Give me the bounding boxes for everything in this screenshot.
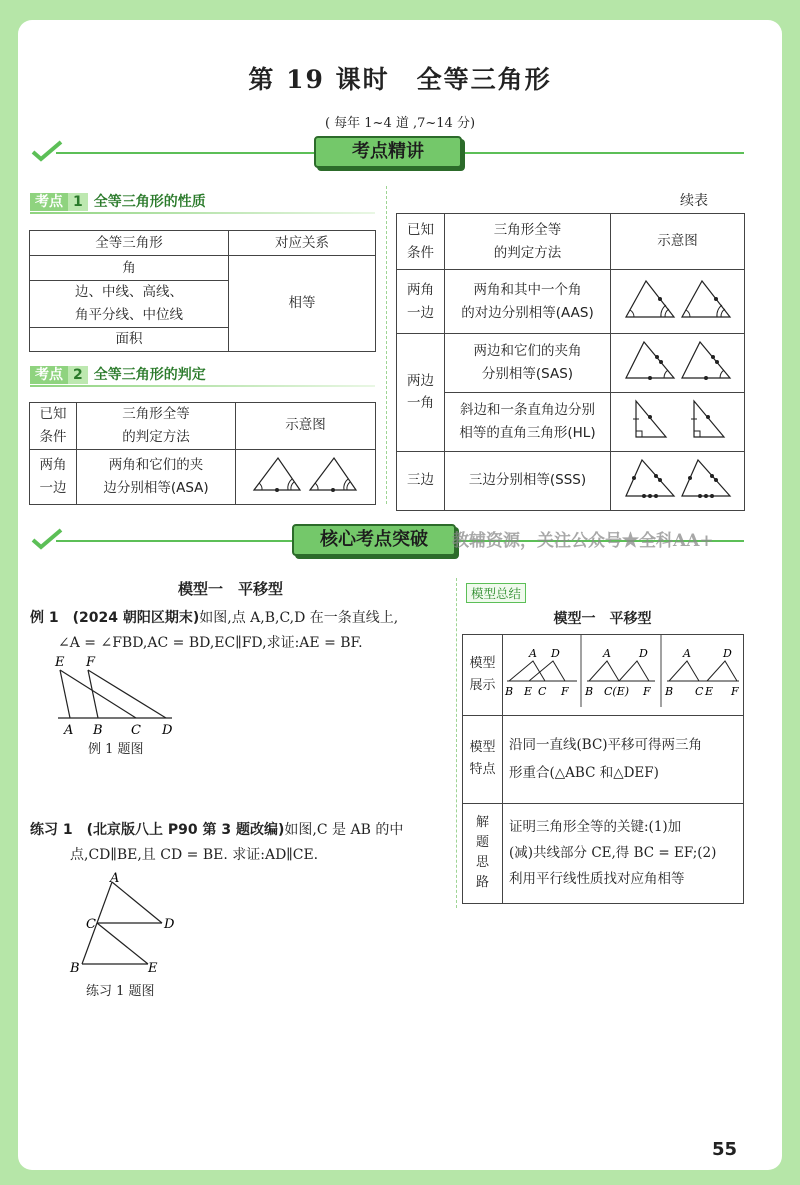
column-divider bbox=[456, 578, 457, 908]
asa-diagram-cell bbox=[236, 449, 376, 504]
cell-line: 一边 bbox=[407, 304, 434, 321]
cell-line: 条件 bbox=[39, 428, 67, 445]
summary-row-label bbox=[463, 715, 503, 803]
point-label: B bbox=[585, 685, 594, 698]
cell-line: 三角形全等 bbox=[493, 221, 562, 238]
cell-line: 解 bbox=[475, 815, 489, 831]
cell-line: 形重合(△ABC 和△DEF) bbox=[509, 765, 659, 782]
table-cell bbox=[30, 281, 229, 328]
model-display-cell bbox=[503, 635, 744, 716]
kaodian-label: 考点 bbox=[30, 193, 68, 211]
point-label: F bbox=[731, 685, 739, 698]
cell-line: 两角和它们的夹 bbox=[108, 456, 204, 473]
practice-tag: 练习 1 bbox=[30, 822, 73, 838]
table-cell: 三边分别相等(SSS) bbox=[445, 451, 611, 510]
point-label: F bbox=[86, 655, 96, 670]
table-header: 示意图 bbox=[236, 403, 376, 450]
point-label: D bbox=[723, 647, 732, 660]
table-cell bbox=[397, 334, 445, 452]
judgement-table-continued bbox=[396, 213, 745, 511]
table-continued-caption: 续表 bbox=[680, 193, 708, 209]
cell-line: 题 bbox=[475, 835, 489, 851]
point-label: E bbox=[148, 961, 158, 976]
point-label: B bbox=[70, 961, 80, 976]
kaodian-underline bbox=[30, 385, 375, 387]
table-cell bbox=[445, 270, 611, 334]
point-label: D bbox=[551, 647, 560, 660]
relation-cell: 相等 bbox=[229, 256, 376, 352]
cell-line: 思 bbox=[475, 855, 489, 871]
point-label: E bbox=[705, 685, 714, 698]
kaodian-1-tag bbox=[30, 191, 206, 211]
cell-line: 特点 bbox=[469, 762, 496, 778]
point-label: A bbox=[110, 871, 120, 886]
cell-line: 已知 bbox=[407, 221, 434, 238]
point-label: D bbox=[162, 723, 173, 738]
point-label: E bbox=[55, 655, 65, 670]
example-text: 如图,点 A,B,C,D 在一条直线上, bbox=[199, 610, 399, 626]
cell-line: 已知 bbox=[39, 406, 67, 422]
sss-diagram-cell bbox=[611, 451, 745, 510]
sas-diagram-cell bbox=[611, 334, 745, 393]
cell-line: 边、中线、高线、 bbox=[75, 284, 183, 300]
table-cell bbox=[397, 270, 445, 334]
property-table bbox=[29, 230, 376, 352]
hl-triangles-figure bbox=[618, 393, 738, 443]
cell-line: 两边 bbox=[407, 372, 434, 389]
hl-diagram-cell bbox=[611, 392, 745, 451]
check-icon bbox=[30, 526, 64, 552]
cell-line: 模型 bbox=[469, 655, 496, 671]
point-label: D bbox=[639, 647, 648, 660]
practice-text: 如图,C 是 AB 的中 bbox=[284, 822, 404, 838]
summary-row-label bbox=[463, 635, 503, 716]
point-label: C bbox=[695, 685, 704, 698]
example-text: ∠A = ∠FBD,AC = BD,EC∥FD,求证:AE = BF. bbox=[58, 635, 363, 651]
cell-line: 分别相等(SAS) bbox=[481, 365, 574, 382]
example-1 bbox=[30, 606, 450, 656]
example-1-line-1 bbox=[30, 606, 450, 631]
practice-source: (北京版八上 P90 第 3 题改编) bbox=[86, 822, 285, 838]
point-label: C(E) bbox=[604, 685, 630, 698]
table-header bbox=[445, 214, 611, 270]
table-cell bbox=[77, 449, 236, 504]
cell-line: 相等的直角三角形(HL) bbox=[459, 424, 596, 441]
watermark-text: 教辅资源，关注公众号★全科AA+ bbox=[452, 531, 714, 551]
cell-line: (减)共线部分 CE,得 BC = EF;(2) bbox=[509, 845, 717, 862]
point-label: C bbox=[86, 917, 96, 932]
cell-line: 证明三角形全等的关键:(1)加 bbox=[509, 819, 682, 836]
point-label: B bbox=[93, 723, 103, 738]
model-title: 模型一 平移型 bbox=[178, 580, 284, 598]
kaodian-2-tag bbox=[30, 364, 206, 384]
kaodian-number: 2 bbox=[68, 366, 88, 384]
model-summary-tag: 模型总结 bbox=[466, 583, 526, 603]
cell-line: 三角形全等 bbox=[122, 406, 190, 422]
table-cell: 角 bbox=[30, 256, 229, 281]
table-header: 对应关系 bbox=[229, 231, 376, 256]
cell-line: 角平分线、中位线 bbox=[75, 306, 183, 323]
table-cell bbox=[30, 449, 77, 504]
column-divider bbox=[386, 186, 387, 504]
example-source: (2024 朝阳区期末) bbox=[72, 610, 200, 626]
figure-caption: 例 1 题图 bbox=[88, 742, 144, 757]
example-tag: 例 1 bbox=[30, 610, 59, 626]
cell-line: 模型 bbox=[469, 740, 496, 756]
practice-1-figure bbox=[66, 868, 186, 980]
cell-line: 的判定方法 bbox=[122, 428, 190, 445]
point-label: E bbox=[524, 685, 533, 698]
point-label: B bbox=[665, 685, 674, 698]
practice-1 bbox=[30, 818, 450, 868]
table-header bbox=[77, 403, 236, 450]
model-feature-cell bbox=[503, 715, 744, 803]
summary-title: 模型一 平移型 bbox=[553, 611, 652, 627]
cell-line: 两边和它们的夹角 bbox=[473, 343, 582, 360]
judgement-table bbox=[29, 402, 376, 505]
figure-caption: 练习 1 题图 bbox=[86, 984, 155, 999]
table-header: 全等三角形 bbox=[30, 231, 229, 256]
solution-idea-cell bbox=[503, 803, 744, 903]
kaodian-underline bbox=[30, 212, 375, 214]
cell-line: 的对边分别相等(AAS) bbox=[461, 304, 594, 321]
page-subtitle: ( 每年 1~4 道 ,7~14 分) bbox=[324, 116, 476, 131]
section-banner-core: 核心考点突破 bbox=[292, 524, 456, 556]
point-label: C bbox=[538, 685, 547, 698]
example-1-figure bbox=[52, 652, 182, 738]
point-label: A bbox=[64, 723, 74, 738]
cell-line: 两角 bbox=[407, 281, 434, 298]
check-icon bbox=[30, 138, 64, 164]
table-cell: 面积 bbox=[30, 327, 229, 351]
table-header: 示意图 bbox=[611, 214, 745, 270]
page-title: 第 19 课时 全等三角形 bbox=[248, 65, 552, 94]
page-number: 55 bbox=[712, 1139, 738, 1160]
point-label: F bbox=[561, 685, 569, 698]
point-label: D bbox=[164, 917, 175, 932]
cell-line: 展示 bbox=[469, 677, 496, 693]
point-label: B bbox=[505, 685, 514, 698]
asa-triangles-figure bbox=[246, 450, 366, 496]
kaodian-label: 考点 bbox=[30, 366, 68, 384]
cell-line: 一边 bbox=[39, 479, 67, 496]
aas-diagram-cell bbox=[611, 270, 745, 334]
summary-row-label bbox=[463, 803, 503, 903]
cell-line: 的判定方法 bbox=[493, 244, 562, 261]
cell-line: 两角 bbox=[39, 456, 67, 473]
table-cell bbox=[445, 392, 611, 451]
cell-line: 边分别相等(ASA) bbox=[103, 479, 209, 496]
section-banner-kaodian: 考点精讲 bbox=[314, 136, 462, 168]
cell-line: 沿同一直线(BC)平移可得两三角 bbox=[509, 737, 703, 754]
point-label: A bbox=[683, 647, 691, 660]
practice-text: 点,CD∥BE,且 CD = BE. 求证:AD∥CE. bbox=[70, 847, 319, 863]
sas-triangles-figure bbox=[618, 334, 738, 384]
model-summary-table bbox=[462, 634, 744, 904]
cell-line: 条件 bbox=[407, 244, 434, 261]
table-header bbox=[30, 403, 77, 450]
table-cell bbox=[445, 334, 611, 393]
cell-line: 一角 bbox=[407, 395, 434, 412]
translation-model-figures bbox=[503, 635, 743, 707]
kaodian-title: 全等三角形的性质 bbox=[93, 194, 206, 210]
point-label: C bbox=[131, 723, 141, 738]
table-cell: 三边 bbox=[397, 451, 445, 510]
point-label: F bbox=[643, 685, 651, 698]
aas-triangles-figure bbox=[618, 273, 738, 323]
point-label: A bbox=[529, 647, 537, 660]
cell-line: 利用平行线性质找对应角相等 bbox=[509, 871, 685, 888]
cell-line: 两角和其中一个角 bbox=[473, 281, 582, 298]
sss-triangles-figure bbox=[618, 452, 738, 502]
kaodian-number: 1 bbox=[68, 193, 88, 211]
table-header bbox=[397, 214, 445, 270]
point-label: A bbox=[603, 647, 611, 660]
kaodian-title: 全等三角形的判定 bbox=[93, 367, 206, 383]
practice-1-line-1 bbox=[30, 818, 450, 843]
cell-line: 斜边和一条直角边分别 bbox=[460, 401, 595, 418]
cell-line: 路 bbox=[475, 875, 489, 891]
